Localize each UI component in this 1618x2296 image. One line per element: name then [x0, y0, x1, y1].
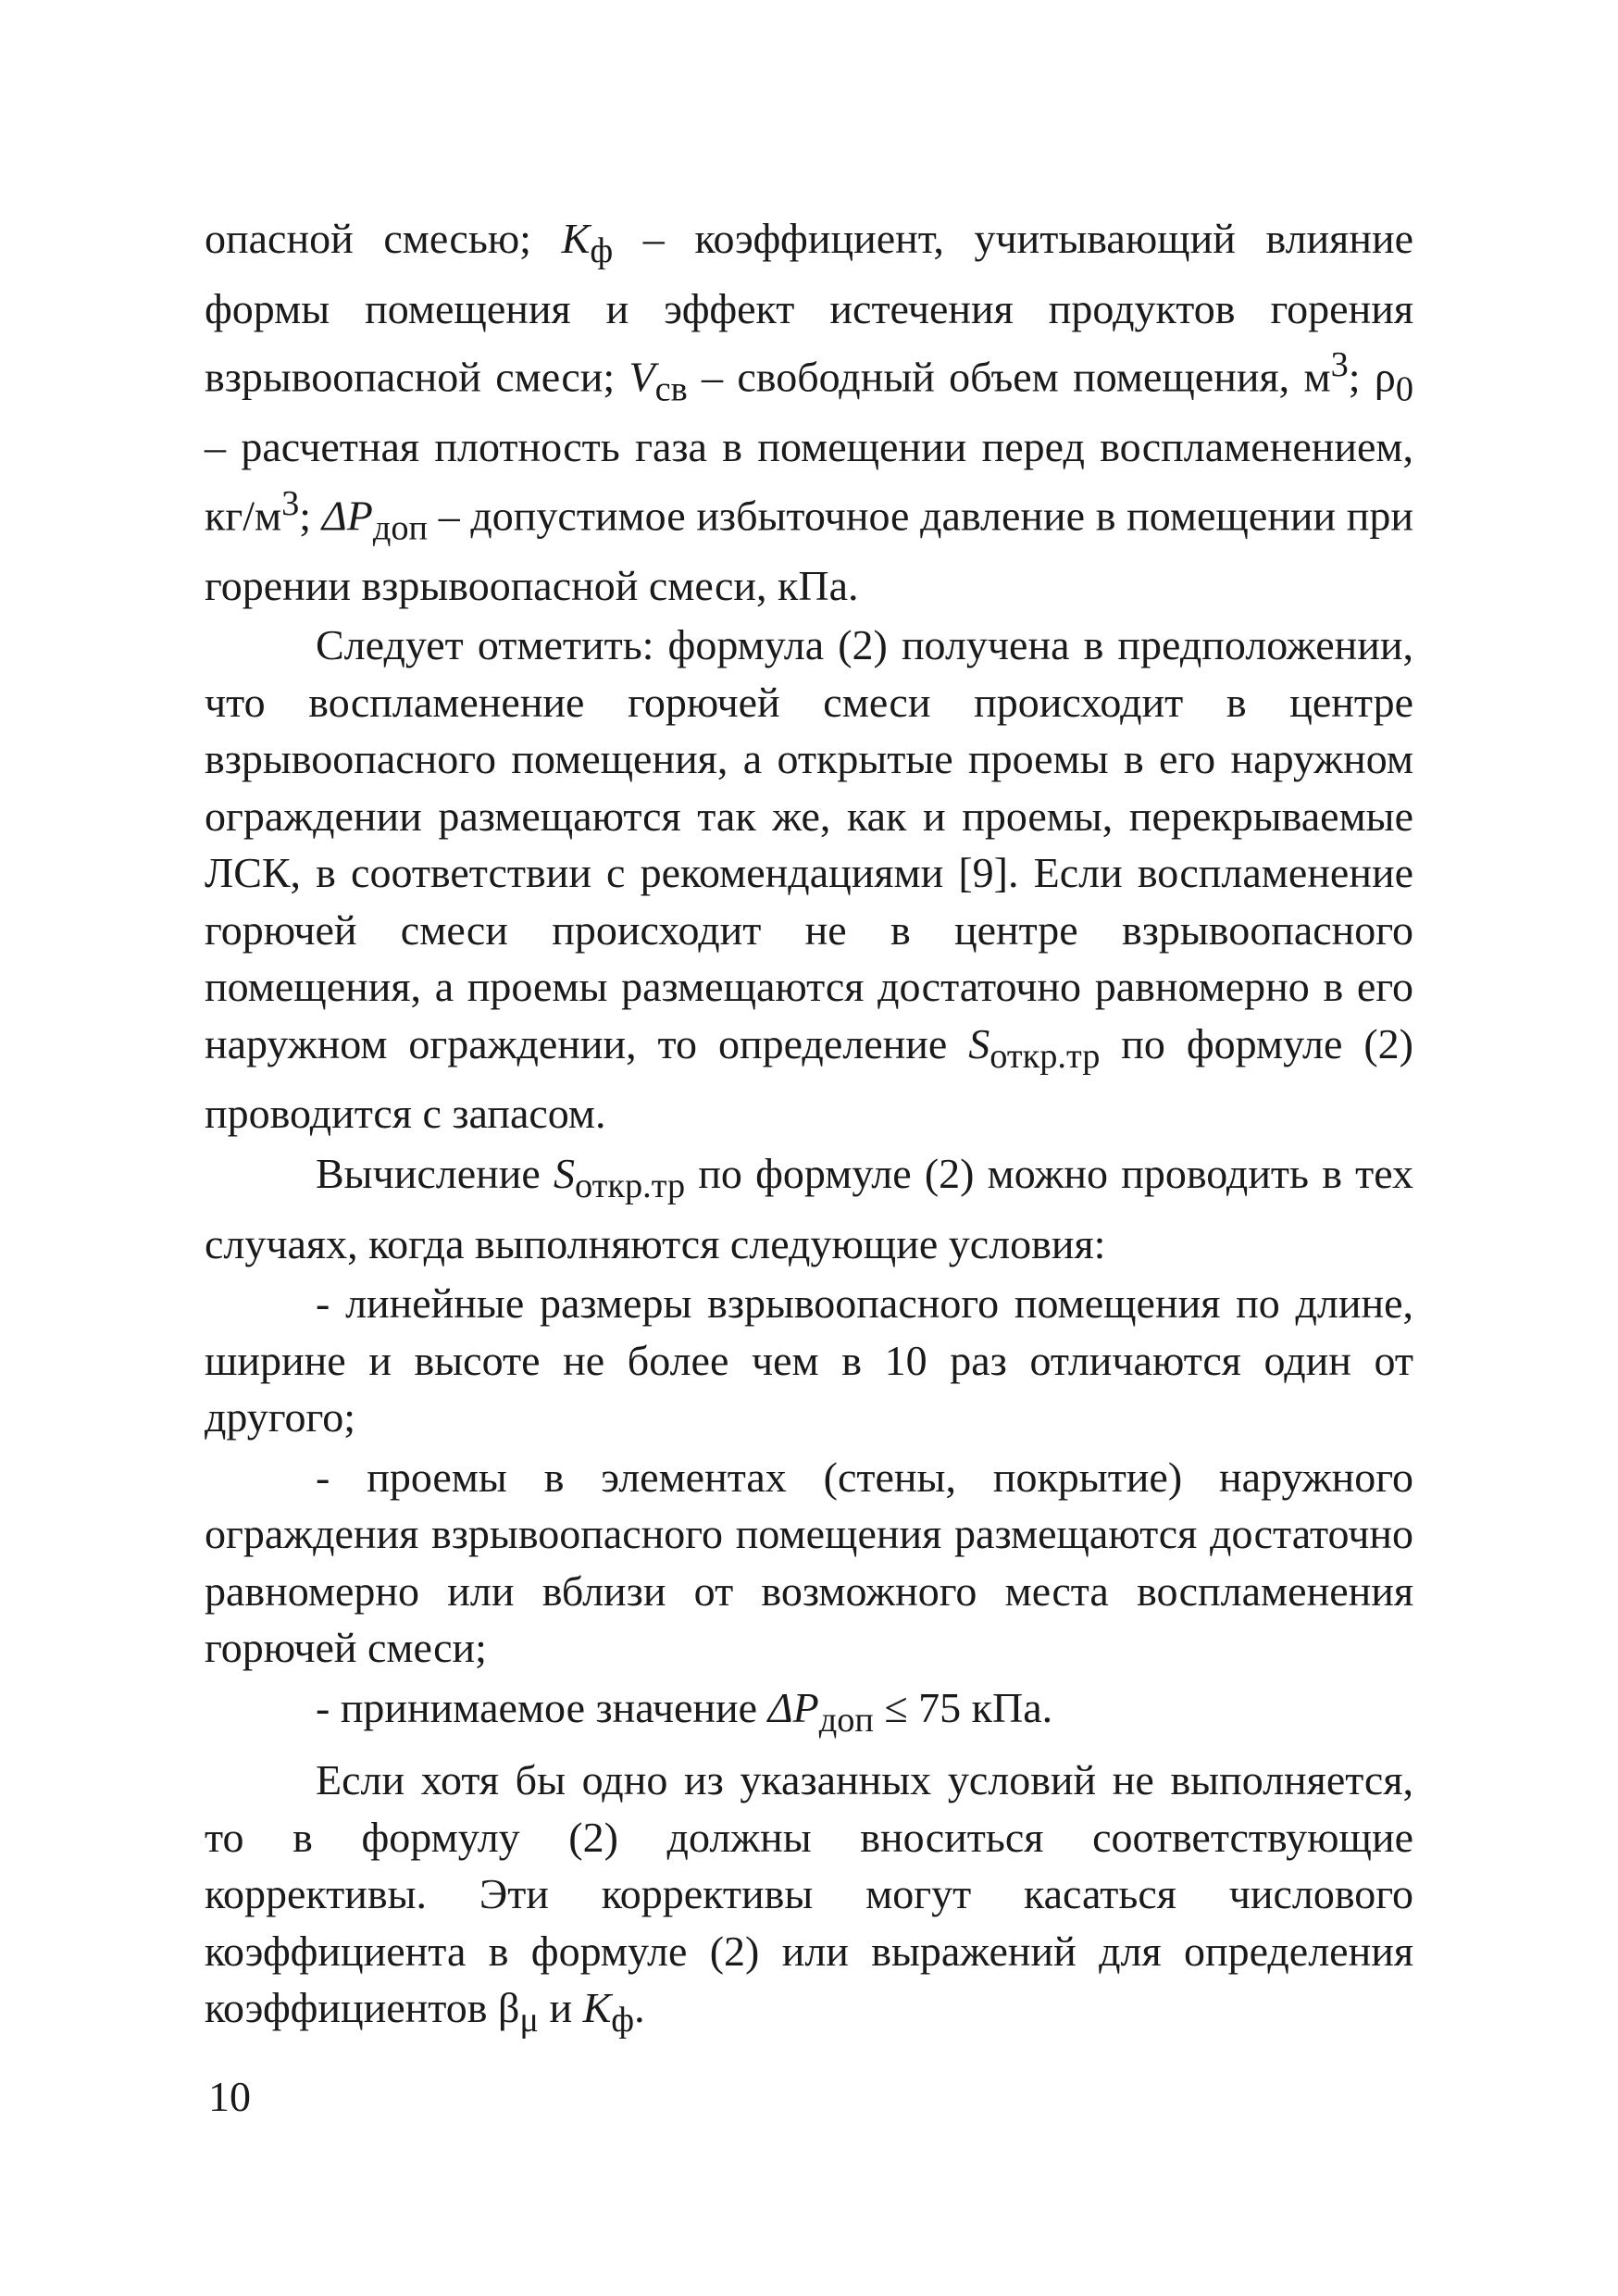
text-run: Если хотя бы одно из указанных условий не выполняется, то в формулу (2) должны вноситься соответствующие коррективы. Эти коррективы могут касаться числового коэффициента в формуле (2) или выражений для определения коэффициентов β: [205, 1756, 1413, 2032]
math-variable: ΔP: [321, 492, 373, 540]
math-variable: ΔP: [767, 1683, 819, 1731]
paragraph-closing-paragraph: [205, 1752, 1413, 2050]
math-subscript: μ: [519, 2001, 539, 2040]
text-run: по формуле (2) можно проводить в тех случаях, когда выполняются следующие условия:: [205, 1149, 1414, 1267]
text-run: – допустимое избыточное давление в помещении при горении взрывоопасной смеси, кПа.: [205, 492, 1414, 609]
paragraph-conditions-intro: [205, 1145, 1413, 1272]
math-superscript: 3: [1330, 345, 1349, 385]
text-run: ; ρ: [1348, 353, 1396, 401]
text-run: опасной смесью;: [205, 215, 562, 262]
paragraph-note-paragraph: [205, 617, 1413, 1142]
paragraph-condition-2: [205, 1449, 1413, 1677]
paragraph-condition-1: [205, 1275, 1413, 1446]
math-superscript: 3: [281, 483, 300, 523]
math-variable: S: [968, 1019, 990, 1067]
body-text: [205, 210, 1413, 2050]
math-subscript: откр.тр: [574, 1167, 686, 1206]
math-variable: K: [561, 215, 591, 262]
math-subscript: св: [654, 369, 688, 409]
math-variable: V: [629, 353, 655, 401]
math-subscript: доп: [372, 508, 429, 548]
text-run: – свободный объем помещения, м: [687, 353, 1331, 401]
text-run: .: [634, 1984, 645, 2032]
math-variable: S: [553, 1149, 575, 1197]
paragraph-continuation: [205, 210, 1413, 614]
text-run: и: [538, 1984, 583, 2032]
math-subscript: ф: [611, 2001, 635, 2040]
math-subscript: ф: [590, 231, 614, 271]
paragraph-condition-3: [205, 1679, 1413, 1750]
text-run: Следует отметить: формула (2) получена в предположении, что воспламенение горючей смеси происходит в центре взрывоопасного помещения, а открытые проемы в его наружном ограждении размещаются так же, как и проемы, перекрываемые ЛСК, в соответствии с рекомендациями [9]. Если воспламенение горючей смеси происходит не в центре взрывоопасного помещения, а проемы размещаются достаточно равномерно в его наружном ограждении, то определение: [205, 621, 1413, 1067]
text-run: - принимаемое значение: [316, 1683, 768, 1731]
text-run: ≤ 75 кПа.: [873, 1683, 1053, 1731]
text-run: – коэффициент, учитывающий влияние формы помещения и эффект истечения продуктов горения взрывоопасной смеси;: [205, 215, 1413, 401]
text-run: ;: [299, 492, 322, 540]
math-variable: K: [582, 1984, 612, 2032]
text-run: по формуле (2) проводится с запасом.: [205, 1019, 1413, 1138]
text-run: Вычисление: [316, 1149, 554, 1197]
math-subscript: откр.тр: [989, 1036, 1101, 1076]
text-run: – расчетная плотность газа в помещении перед воспламенением, кг/м: [205, 423, 1413, 540]
text-run: - проемы в элементах (стены, покрытие) наружного ограждения взрывоопасного помещения размещаются достаточно равномерно или вблизи от возможного места воспламенения горючей смеси;: [205, 1453, 1413, 1672]
page-number: 10: [208, 2073, 251, 2120]
math-subscript: доп: [818, 1700, 874, 1740]
math-subscript: 0: [1395, 369, 1413, 409]
text-run: - линейные размеры взрывоопасного помещения по длине, ширине и высоте не более чем в 10 раз отличаются один от другого;: [205, 1279, 1413, 1441]
